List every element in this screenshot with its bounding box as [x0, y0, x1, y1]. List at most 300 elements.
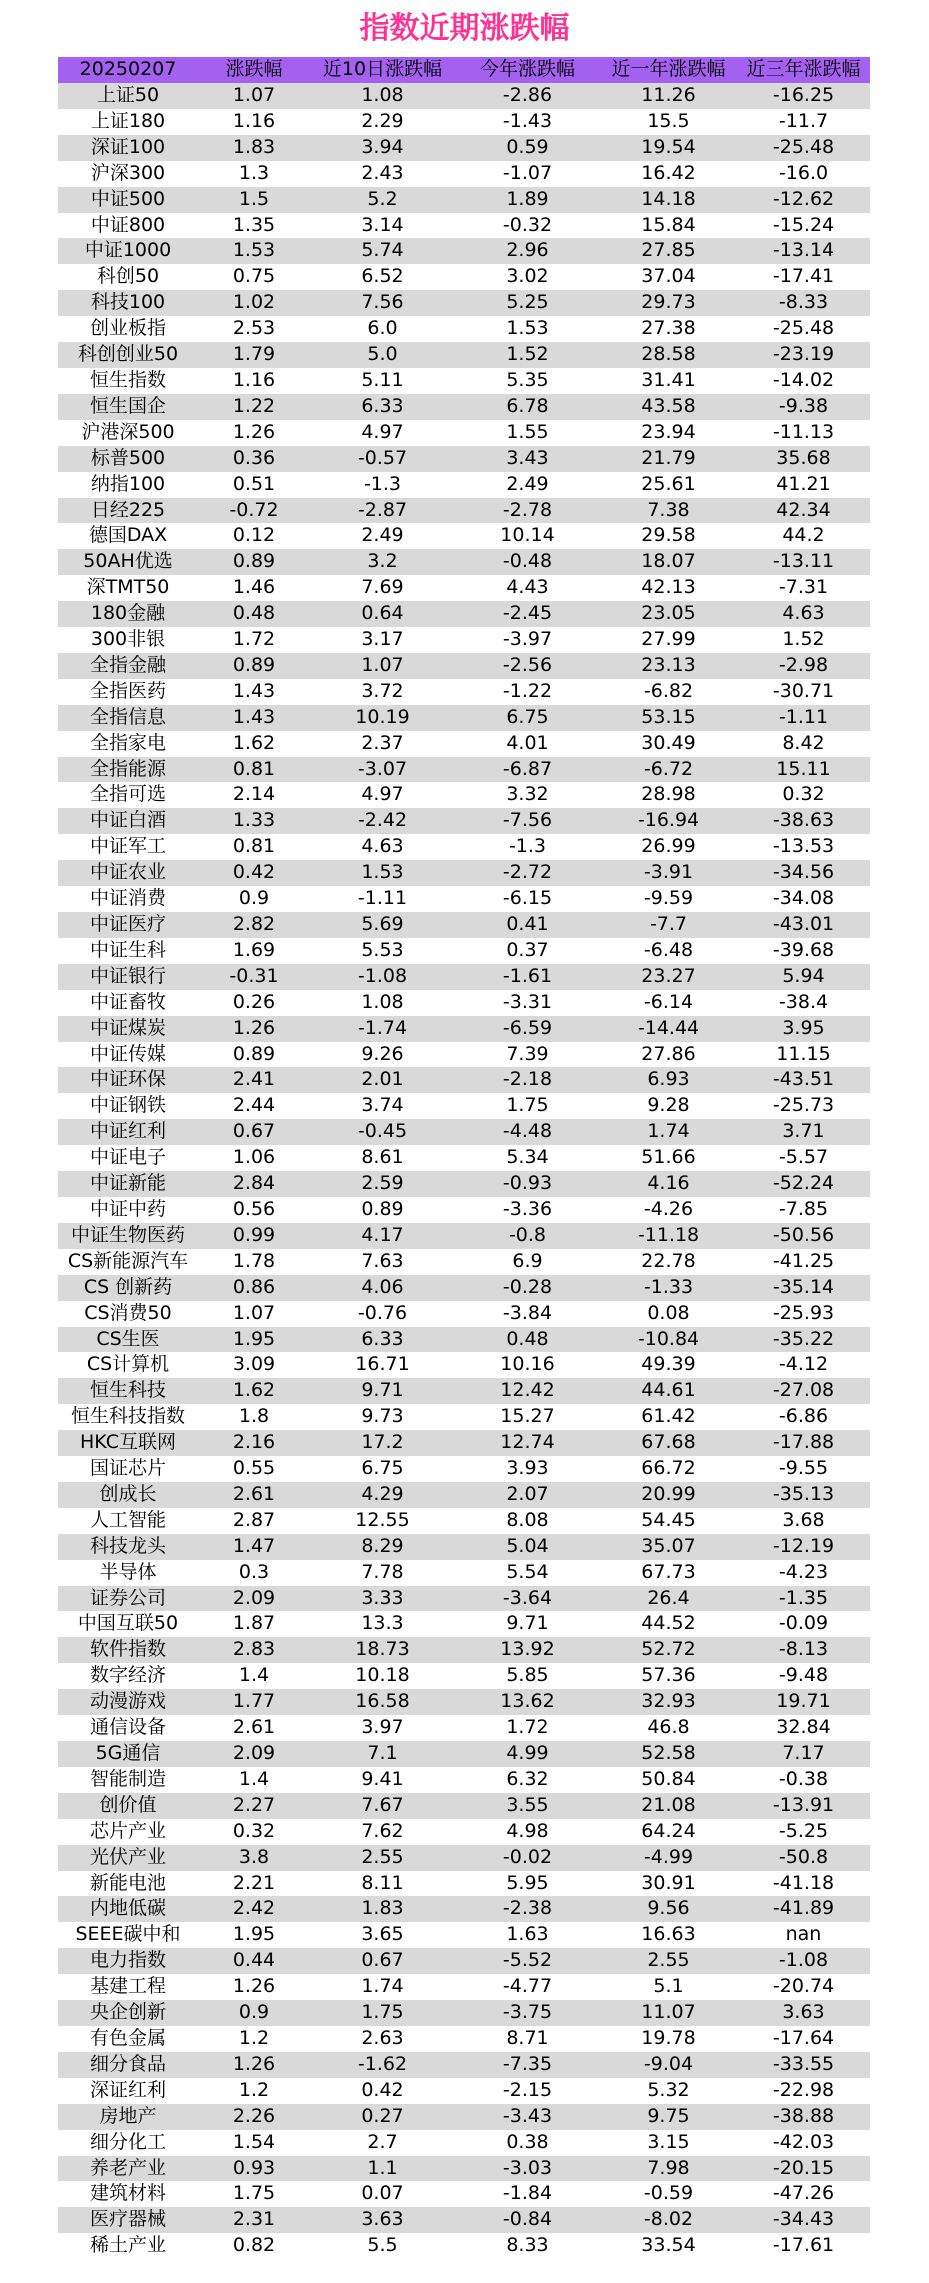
- table-row: [58, 1456, 870, 1482]
- cell-ytd-change: 5.85: [455, 1663, 600, 1689]
- cell-daily-change: 1.95: [198, 1327, 310, 1353]
- cell-ten-day-change: 7.62: [310, 1819, 455, 1845]
- cell-ytd-change: 3.55: [455, 1793, 600, 1819]
- cell-one-year-change: 46.8: [600, 1715, 737, 1741]
- cell-ten-day-change: -2.87: [310, 498, 455, 524]
- cell-ytd-change: 8.08: [455, 1508, 600, 1534]
- cell-one-year-change: -3.91: [600, 860, 737, 886]
- cell-one-year-change: 15.84: [600, 213, 737, 239]
- table-row: [58, 83, 870, 109]
- cell-ytd-change: 13.92: [455, 1637, 600, 1663]
- table-row: [58, 1275, 870, 1301]
- cell-daily-change: 1.54: [198, 2130, 310, 2156]
- cell-daily-change: 1.2: [198, 2026, 310, 2052]
- table-row: [58, 2078, 870, 2104]
- cell-ytd-change: -1.61: [455, 964, 600, 990]
- cell-daily-change: 0.51: [198, 472, 310, 498]
- cell-daily-change: 1.26: [198, 1974, 310, 2000]
- table-row: [58, 731, 870, 757]
- cell-ten-day-change: -2.42: [310, 808, 455, 834]
- cell-three-year-change: -34.08: [737, 886, 870, 912]
- cell-daily-change: 2.84: [198, 1171, 310, 1197]
- table-row: [58, 394, 870, 420]
- cell-one-year-change: -9.04: [600, 2052, 737, 2078]
- cell-ytd-change: 12.74: [455, 1430, 600, 1456]
- cell-daily-change: 1.77: [198, 1689, 310, 1715]
- cell-one-year-change: 26.99: [600, 834, 737, 860]
- cell-one-year-change: -6.72: [600, 757, 737, 783]
- cell-three-year-change: -42.03: [737, 2130, 870, 2156]
- cell-three-year-change: 3.63: [737, 2000, 870, 2026]
- cell-one-year-change: 27.86: [600, 1042, 737, 1068]
- cell-index-name: 恒生国企: [58, 394, 198, 420]
- cell-one-year-change: 21.79: [600, 446, 737, 472]
- table-row: [58, 1404, 870, 1430]
- table-row: [58, 1482, 870, 1508]
- cell-one-year-change: 21.08: [600, 1793, 737, 1819]
- cell-daily-change: 2.82: [198, 912, 310, 938]
- cell-three-year-change: -47.26: [737, 2181, 870, 2207]
- cell-daily-change: 0.81: [198, 757, 310, 783]
- cell-three-year-change: -20.74: [737, 1974, 870, 2000]
- table-row: [58, 1067, 870, 1093]
- cell-one-year-change: 27.85: [600, 238, 737, 264]
- cell-three-year-change: 11.15: [737, 1042, 870, 1068]
- cell-ten-day-change: 4.29: [310, 1482, 455, 1508]
- cell-ten-day-change: 0.67: [310, 1948, 455, 1974]
- table-row: [58, 1974, 870, 2000]
- table-row: [58, 1534, 870, 1560]
- cell-one-year-change: 50.84: [600, 1767, 737, 1793]
- cell-ytd-change: -2.18: [455, 1067, 600, 1093]
- cell-daily-change: 0.42: [198, 860, 310, 886]
- cell-ytd-change: 15.27: [455, 1404, 600, 1430]
- cell-ten-day-change: 2.29: [310, 109, 455, 135]
- cell-daily-change: 2.09: [198, 1586, 310, 1612]
- cell-ten-day-change: 1.08: [310, 83, 455, 109]
- cell-three-year-change: -17.88: [737, 1430, 870, 1456]
- cell-index-name: 基建工程: [58, 1974, 198, 2000]
- cell-three-year-change: -34.56: [737, 860, 870, 886]
- table-row: [58, 1689, 870, 1715]
- table-row: [58, 498, 870, 524]
- cell-index-name: 沪深300: [58, 161, 198, 187]
- cell-index-name: 创价值: [58, 1793, 198, 1819]
- cell-ten-day-change: -1.74: [310, 1016, 455, 1042]
- table-row: [58, 912, 870, 938]
- cell-one-year-change: -7.7: [600, 912, 737, 938]
- cell-ten-day-change: -3.07: [310, 757, 455, 783]
- cell-index-name: 中证传媒: [58, 1042, 198, 1068]
- cell-ten-day-change: 2.01: [310, 1067, 455, 1093]
- table-row: [58, 886, 870, 912]
- cell-one-year-change: 52.58: [600, 1741, 737, 1767]
- cell-ytd-change: 9.71: [455, 1611, 600, 1637]
- cell-ytd-change: 2.49: [455, 472, 600, 498]
- cell-three-year-change: -13.14: [737, 238, 870, 264]
- cell-one-year-change: 7.38: [600, 498, 737, 524]
- cell-one-year-change: 67.68: [600, 1430, 737, 1456]
- cell-ytd-change: -6.59: [455, 1016, 600, 1042]
- cell-index-name: 中证钢铁: [58, 1093, 198, 1119]
- cell-daily-change: 2.61: [198, 1482, 310, 1508]
- cell-index-name: 建筑材料: [58, 2181, 198, 2207]
- cell-ytd-change: 6.9: [455, 1249, 600, 1275]
- cell-ytd-change: -3.43: [455, 2104, 600, 2130]
- cell-three-year-change: 7.17: [737, 1741, 870, 1767]
- cell-ytd-change: -0.32: [455, 213, 600, 239]
- cell-ytd-change: -0.93: [455, 1171, 600, 1197]
- cell-one-year-change: 29.58: [600, 523, 737, 549]
- cell-three-year-change: -1.35: [737, 1586, 870, 1612]
- cell-ytd-change: 5.25: [455, 290, 600, 316]
- cell-index-name: 科创创业50: [58, 342, 198, 368]
- cell-ten-day-change: 9.41: [310, 1767, 455, 1793]
- cell-daily-change: 1.4: [198, 1767, 310, 1793]
- cell-daily-change: 2.44: [198, 1093, 310, 1119]
- cell-index-name: 全指能源: [58, 757, 198, 783]
- cell-index-name: 中证银行: [58, 964, 198, 990]
- table-row: [58, 523, 870, 549]
- cell-three-year-change: -13.11: [737, 549, 870, 575]
- cell-one-year-change: 22.78: [600, 1249, 737, 1275]
- page-title: 指数近期涨跌幅: [359, 11, 570, 46]
- cell-one-year-change: 9.56: [600, 1896, 737, 1922]
- cell-daily-change: 2.31: [198, 2207, 310, 2233]
- cell-ytd-change: 5.04: [455, 1534, 600, 1560]
- cell-ten-day-change: 4.97: [310, 420, 455, 446]
- table-row: [58, 1145, 870, 1171]
- cell-index-name: 光伏产业: [58, 1845, 198, 1871]
- cell-one-year-change: 11.07: [600, 2000, 737, 2026]
- cell-ten-day-change: 3.14: [310, 213, 455, 239]
- cell-daily-change: 1.78: [198, 1249, 310, 1275]
- cell-three-year-change: -8.13: [737, 1637, 870, 1663]
- cell-index-name: 细分化工: [58, 2130, 198, 2156]
- cell-three-year-change: -14.02: [737, 368, 870, 394]
- cell-one-year-change: 42.13: [600, 575, 737, 601]
- table-row: [58, 2104, 870, 2130]
- cell-one-year-change: 5.1: [600, 1974, 737, 2000]
- cell-daily-change: 1.02: [198, 290, 310, 316]
- cell-daily-change: 2.87: [198, 1508, 310, 1534]
- cell-one-year-change: 35.07: [600, 1534, 737, 1560]
- cell-index-name: CS生医: [58, 1327, 198, 1353]
- cell-ytd-change: 4.43: [455, 575, 600, 601]
- cell-one-year-change: -9.59: [600, 886, 737, 912]
- cell-ten-day-change: 9.71: [310, 1378, 455, 1404]
- cell-index-name: CS计算机: [58, 1352, 198, 1378]
- cell-three-year-change: -17.64: [737, 2026, 870, 2052]
- cell-ytd-change: 3.43: [455, 446, 600, 472]
- cell-three-year-change: 15.11: [737, 757, 870, 783]
- cell-one-year-change: 33.54: [600, 2233, 737, 2259]
- cell-daily-change: 1.22: [198, 394, 310, 420]
- cell-ten-day-change: 12.55: [310, 1508, 455, 1534]
- table-row: [58, 187, 870, 213]
- cell-daily-change: 1.95: [198, 1922, 310, 1948]
- cell-daily-change: 1.8: [198, 1404, 310, 1430]
- table-row: [58, 238, 870, 264]
- table-row: [58, 1378, 870, 1404]
- cell-index-name: 央企创新: [58, 2000, 198, 2026]
- cell-ten-day-change: -1.62: [310, 2052, 455, 2078]
- cell-index-name: 中证中药: [58, 1197, 198, 1223]
- cell-ten-day-change: 7.56: [310, 290, 455, 316]
- cell-one-year-change: 61.42: [600, 1404, 737, 1430]
- cell-daily-change: 1.72: [198, 627, 310, 653]
- table-row: [58, 2130, 870, 2156]
- cell-ytd-change: 4.99: [455, 1741, 600, 1767]
- cell-one-year-change: -6.82: [600, 679, 737, 705]
- cell-daily-change: 0.3: [198, 1560, 310, 1586]
- cell-one-year-change: 30.49: [600, 731, 737, 757]
- cell-three-year-change: -34.43: [737, 2207, 870, 2233]
- cell-ytd-change: 1.63: [455, 1922, 600, 1948]
- cell-three-year-change: 44.2: [737, 523, 870, 549]
- cell-ten-day-change: 1.83: [310, 1896, 455, 1922]
- cell-ten-day-change: 3.17: [310, 627, 455, 653]
- cell-ten-day-change: -0.45: [310, 1119, 455, 1145]
- cell-ten-day-change: 2.63: [310, 2026, 455, 2052]
- cell-ten-day-change: 10.18: [310, 1663, 455, 1689]
- cell-index-name: 芯片产业: [58, 1819, 198, 1845]
- cell-index-name: CS新能源汽车: [58, 1249, 198, 1275]
- cell-index-name: 科技龙头: [58, 1534, 198, 1560]
- cell-ten-day-change: 3.33: [310, 1586, 455, 1612]
- cell-index-name: 中证消费: [58, 886, 198, 912]
- table-row: [58, 601, 870, 627]
- cell-one-year-change: 6.93: [600, 1067, 737, 1093]
- cell-ytd-change: 2.96: [455, 238, 600, 264]
- cell-daily-change: 0.93: [198, 2156, 310, 2182]
- cell-one-year-change: 51.66: [600, 1145, 737, 1171]
- cell-three-year-change: -20.15: [737, 2156, 870, 2182]
- cell-index-name: 数字经济: [58, 1663, 198, 1689]
- table-row: [58, 834, 870, 860]
- cell-three-year-change: -16.25: [737, 83, 870, 109]
- cell-ytd-change: -2.56: [455, 653, 600, 679]
- cell-index-name: SEEE碳中和: [58, 1922, 198, 1948]
- table-row: [58, 1197, 870, 1223]
- table-row: [58, 1793, 870, 1819]
- cell-three-year-change: -7.85: [737, 1197, 870, 1223]
- cell-one-year-change: 43.58: [600, 394, 737, 420]
- table-row: [58, 1922, 870, 1948]
- cell-three-year-change: 19.71: [737, 1689, 870, 1715]
- cell-index-name: 科技100: [58, 290, 198, 316]
- cell-three-year-change: 3.95: [737, 1016, 870, 1042]
- table-row: [58, 549, 870, 575]
- cell-index-name: 中证800: [58, 213, 198, 239]
- table-row: [58, 782, 870, 808]
- cell-three-year-change: -5.57: [737, 1145, 870, 1171]
- cell-three-year-change: -11.13: [737, 420, 870, 446]
- cell-index-name: 新能电池: [58, 1871, 198, 1897]
- table-row: [58, 2181, 870, 2207]
- cell-one-year-change: 20.99: [600, 1482, 737, 1508]
- cell-one-year-change: -6.48: [600, 938, 737, 964]
- cell-index-name: 50AH优选: [58, 549, 198, 575]
- table-row: [58, 213, 870, 239]
- table-row: [58, 1586, 870, 1612]
- table-row: [58, 1042, 870, 1068]
- cell-daily-change: 2.42: [198, 1896, 310, 1922]
- cell-three-year-change: -1.11: [737, 705, 870, 731]
- cell-ytd-change: 4.98: [455, 1819, 600, 1845]
- cell-daily-change: 1.33: [198, 808, 310, 834]
- cell-daily-change: 1.75: [198, 2181, 310, 2207]
- cell-ytd-change: 0.41: [455, 912, 600, 938]
- cell-three-year-change: -12.62: [737, 187, 870, 213]
- cell-ten-day-change: 18.73: [310, 1637, 455, 1663]
- table-row: [58, 964, 870, 990]
- cell-ytd-change: -3.03: [455, 2156, 600, 2182]
- index-performance-table: [58, 57, 870, 2259]
- cell-daily-change: 0.81: [198, 834, 310, 860]
- cell-one-year-change: 67.73: [600, 1560, 737, 1586]
- table-row: [58, 1560, 870, 1586]
- cell-index-name: 上证50: [58, 83, 198, 109]
- cell-three-year-change: -13.91: [737, 1793, 870, 1819]
- cell-ten-day-change: 1.07: [310, 653, 455, 679]
- cell-one-year-change: 0.08: [600, 1301, 737, 1327]
- cell-ytd-change: -1.43: [455, 109, 600, 135]
- header-date: 20250207: [58, 57, 198, 83]
- cell-index-name: 中证煤炭: [58, 1016, 198, 1042]
- cell-ten-day-change: 9.73: [310, 1404, 455, 1430]
- cell-ytd-change: -1.07: [455, 161, 600, 187]
- cell-daily-change: 1.2: [198, 2078, 310, 2104]
- cell-ten-day-change: 2.55: [310, 1845, 455, 1871]
- cell-one-year-change: 23.13: [600, 653, 737, 679]
- cell-three-year-change: -38.88: [737, 2104, 870, 2130]
- cell-index-name: 全指金融: [58, 653, 198, 679]
- cell-index-name: 中证新能: [58, 1171, 198, 1197]
- cell-ten-day-change: -1.08: [310, 964, 455, 990]
- cell-ytd-change: -4.48: [455, 1119, 600, 1145]
- cell-one-year-change: 7.98: [600, 2156, 737, 2182]
- cell-index-name: 全指医药: [58, 679, 198, 705]
- cell-one-year-change: 30.91: [600, 1871, 737, 1897]
- cell-ytd-change: -6.87: [455, 757, 600, 783]
- cell-index-name: 细分食品: [58, 2052, 198, 2078]
- cell-index-name: 中证1000: [58, 238, 198, 264]
- table-row: [58, 472, 870, 498]
- cell-ytd-change: -1.84: [455, 2181, 600, 2207]
- cell-daily-change: 0.89: [198, 1042, 310, 1068]
- table-row: [58, 1508, 870, 1534]
- cell-ten-day-change: 3.94: [310, 135, 455, 161]
- table-row: [58, 1663, 870, 1689]
- cell-one-year-change: 23.05: [600, 601, 737, 627]
- cell-ten-day-change: 2.43: [310, 161, 455, 187]
- cell-index-name: 深TMT50: [58, 575, 198, 601]
- cell-one-year-change: -16.94: [600, 808, 737, 834]
- cell-three-year-change: -50.8: [737, 1845, 870, 1871]
- cell-one-year-change: 15.5: [600, 109, 737, 135]
- cell-ytd-change: 5.54: [455, 1560, 600, 1586]
- cell-daily-change: 1.79: [198, 342, 310, 368]
- cell-one-year-change: 27.38: [600, 316, 737, 342]
- cell-ytd-change: 8.71: [455, 2026, 600, 2052]
- cell-ten-day-change: 6.75: [310, 1456, 455, 1482]
- cell-ten-day-change: 3.97: [310, 1715, 455, 1741]
- cell-three-year-change: -0.09: [737, 1611, 870, 1637]
- cell-daily-change: 2.09: [198, 1741, 310, 1767]
- cell-three-year-change: -50.56: [737, 1223, 870, 1249]
- cell-ten-day-change: 2.37: [310, 731, 455, 757]
- table-row: [58, 109, 870, 135]
- cell-ten-day-change: 9.26: [310, 1042, 455, 1068]
- cell-index-name: 通信设备: [58, 1715, 198, 1741]
- cell-one-year-change: 32.93: [600, 1689, 737, 1715]
- cell-three-year-change: -38.4: [737, 990, 870, 1016]
- cell-three-year-change: -38.63: [737, 808, 870, 834]
- cell-one-year-change: 2.55: [600, 1948, 737, 1974]
- cell-daily-change: 1.06: [198, 1145, 310, 1171]
- cell-ten-day-change: 7.67: [310, 1793, 455, 1819]
- cell-daily-change: 0.26: [198, 990, 310, 1016]
- cell-three-year-change: -43.01: [737, 912, 870, 938]
- cell-index-name: 中证生物医药: [58, 1223, 198, 1249]
- cell-ytd-change: 0.48: [455, 1327, 600, 1353]
- table-row: [58, 1430, 870, 1456]
- cell-one-year-change: 1.74: [600, 1119, 737, 1145]
- cell-ten-day-change: 0.64: [310, 601, 455, 627]
- cell-three-year-change: -12.19: [737, 1534, 870, 1560]
- cell-three-year-change: -22.98: [737, 2078, 870, 2104]
- cell-daily-change: 1.16: [198, 368, 310, 394]
- cell-index-name: 恒生科技指数: [58, 1404, 198, 1430]
- table-row: [58, 1845, 870, 1871]
- cell-index-name: 动漫游戏: [58, 1689, 198, 1715]
- cell-ytd-change: -3.64: [455, 1586, 600, 1612]
- cell-three-year-change: -17.61: [737, 2233, 870, 2259]
- cell-one-year-change: 29.73: [600, 290, 737, 316]
- cell-ten-day-change: -1.3: [310, 472, 455, 498]
- header-3year-change: 近三年涨跌幅: [737, 57, 870, 83]
- cell-index-name: 中证红利: [58, 1119, 198, 1145]
- cell-three-year-change: -41.18: [737, 1871, 870, 1897]
- cell-index-name: 上证180: [58, 109, 198, 135]
- cell-index-name: 国证芯片: [58, 1456, 198, 1482]
- cell-ytd-change: -0.84: [455, 2207, 600, 2233]
- cell-ytd-change: -2.45: [455, 601, 600, 627]
- cell-ten-day-change: 16.58: [310, 1689, 455, 1715]
- cell-one-year-change: 53.15: [600, 705, 737, 731]
- cell-ytd-change: 0.38: [455, 2130, 600, 2156]
- cell-ten-day-change: 1.74: [310, 1974, 455, 2000]
- cell-daily-change: 1.07: [198, 1301, 310, 1327]
- cell-ten-day-change: 6.0: [310, 316, 455, 342]
- cell-ten-day-change: 6.33: [310, 1327, 455, 1353]
- cell-index-name: 恒生指数: [58, 368, 198, 394]
- table-row: [58, 1896, 870, 1922]
- cell-one-year-change: 16.42: [600, 161, 737, 187]
- table-row: [58, 1223, 870, 1249]
- table-row: [58, 938, 870, 964]
- cell-three-year-change: 5.94: [737, 964, 870, 990]
- cell-ten-day-change: -1.11: [310, 886, 455, 912]
- cell-one-year-change: 14.18: [600, 187, 737, 213]
- cell-one-year-change: 49.39: [600, 1352, 737, 1378]
- cell-three-year-change: 35.68: [737, 446, 870, 472]
- cell-index-name: 中证军工: [58, 834, 198, 860]
- cell-ytd-change: 7.39: [455, 1042, 600, 1068]
- cell-ytd-change: 3.32: [455, 782, 600, 808]
- cell-index-name: 全指可选: [58, 782, 198, 808]
